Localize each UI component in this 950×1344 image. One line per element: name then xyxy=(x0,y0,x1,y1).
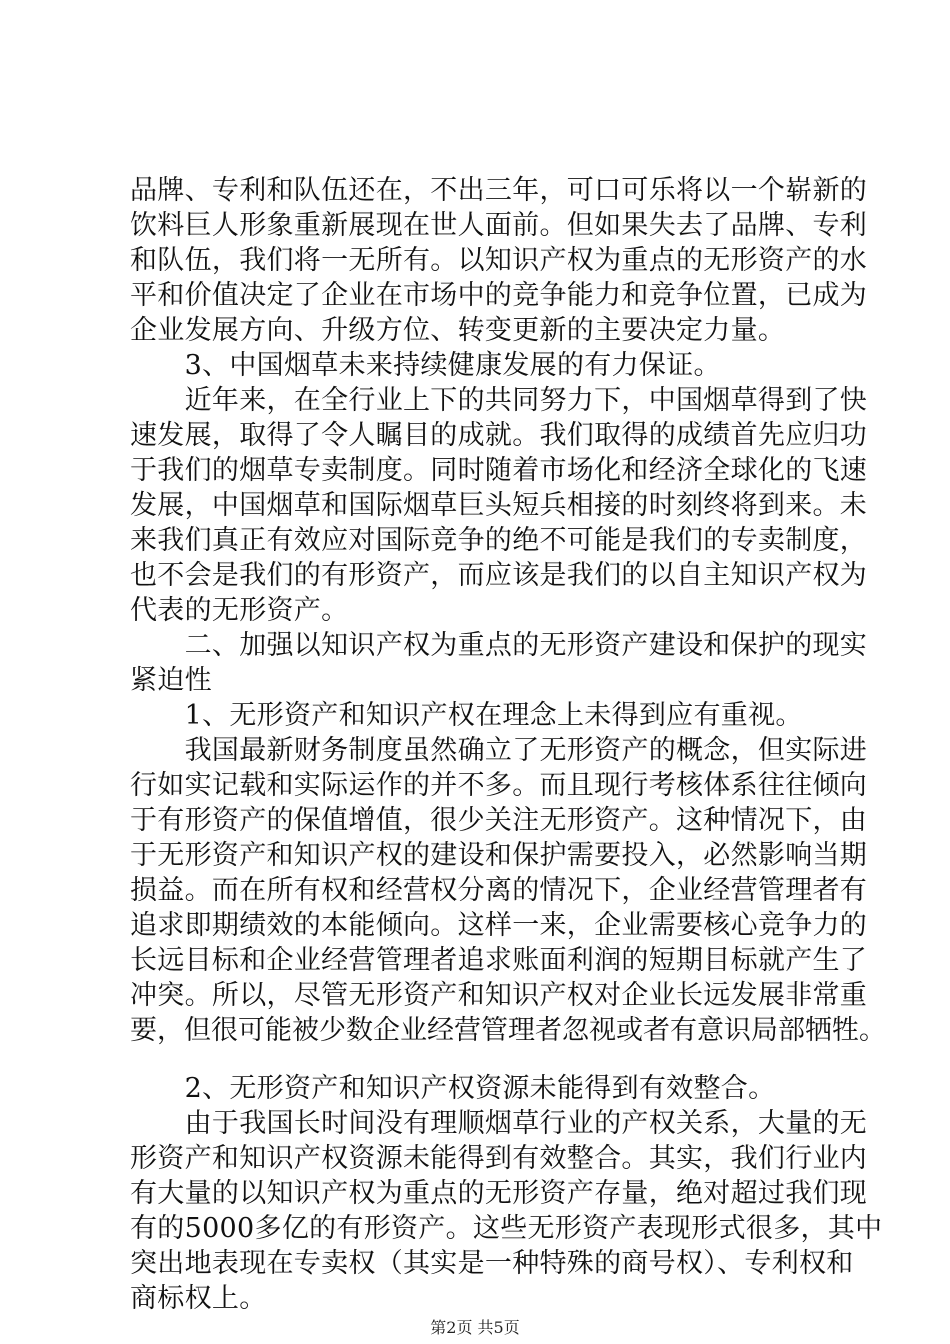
page-number-footer: 第2页 共5页 xyxy=(430,1318,520,1337)
body-text-line: 平和价值决定了企业在市场中的竞争能力和竞争位置，已成为 xyxy=(130,280,868,311)
body-text-line: 长远目标和企业经营管理者追求账面利润的短期目标就产生了 xyxy=(130,945,868,976)
body-text-line: 近年来，在全行业上下的共同努力下，中国烟草得到了快 xyxy=(130,385,868,416)
section-heading-2: 二、加强以知识产权为重点的无形资产建设和保护的现实 xyxy=(130,630,868,661)
body-text-line: 有大量的以知识产权为重点的无形资产存量，绝对超过我们现 xyxy=(130,1178,868,1209)
body-text-line: 我国最新财务制度虽然确立了无形资产的概念，但实际进 xyxy=(130,735,868,766)
section-heading-2b: 2、无形资产和知识产权资源未能得到有效整合。 xyxy=(130,1073,776,1104)
body-text-line: 行如实记载和实际运作的并不多。而且现行考核体系往往倾向 xyxy=(130,770,868,801)
body-text-line: 代表的无形资产。 xyxy=(130,595,349,626)
body-text-line: 追求即期绩效的本能倾向。这样一来，企业需要核心竞争力的 xyxy=(130,910,868,941)
body-text-line: 发展，中国烟草和国际烟草巨头短兵相接的时刻终将到来。未 xyxy=(130,490,868,521)
body-text-line: 饮料巨人形象重新展现在世人面前。但如果失去了品牌、专利 xyxy=(130,210,868,241)
body-text-line: 品牌、专利和队伍还在，不出三年，可口可乐将以一个崭新的 xyxy=(130,175,868,206)
body-text-line: 速发展，取得了令人瞩目的成就。我们取得的成绩首先应归功 xyxy=(130,420,868,451)
section-heading-1: 1、无形资产和知识产权在理念上未得到应有重视。 xyxy=(130,700,803,731)
body-text-line: 于我们的烟草专卖制度。同时随着市场化和经济全球化的飞速 xyxy=(130,455,868,486)
body-text-line: 损益。而在所有权和经营权分离的情况下，企业经营管理者有 xyxy=(130,875,868,906)
section-heading-3: 3、中国烟草未来持续健康发展的有力保证。 xyxy=(130,350,721,381)
body-text-line: 形资产和知识产权资源未能得到有效整合。其实，我们行业内 xyxy=(130,1143,868,1174)
body-text-line: 来我们真正有效应对国际竞争的绝不可能是我们的专卖制度， xyxy=(130,525,868,556)
body-text-line: 于有形资产的保值增值，很少关注无形资产。这种情况下，由 xyxy=(130,805,868,836)
body-text-line: 由于我国长时间没有理顺烟草行业的产权关系，大量的无 xyxy=(130,1108,868,1139)
body-text-line: 和队伍，我们将一无所有。以知识产权为重点的无形资产的水 xyxy=(130,245,868,276)
body-text-line: 有的5000多亿的有形资产。这些无形资产表现形式很多，其中 xyxy=(130,1213,883,1244)
body-text-line: 也不会是我们的有形资产，而应该是我们的以自主知识产权为 xyxy=(130,560,868,591)
body-text-line: 要，但很可能被少数企业经营管理者忽视或者有意识局部牺牲。 xyxy=(130,1015,886,1046)
body-text-line: 企业发展方向、升级方位、转变更新的主要决定力量。 xyxy=(130,315,786,346)
body-text-line: 商标权上。 xyxy=(130,1283,267,1314)
body-text-line: 冲突。所以，尽管无形资产和知识产权对企业长远发展非常重 xyxy=(130,980,868,1011)
section-heading-2-cont: 紧迫性 xyxy=(130,665,212,696)
body-text-line: 突出地表现在专卖权（其实是一种特殊的商号权）、专利权和 xyxy=(130,1248,854,1279)
body-text-line: 于无形资产和知识产权的建设和保护需要投入，必然影响当期 xyxy=(130,840,868,871)
